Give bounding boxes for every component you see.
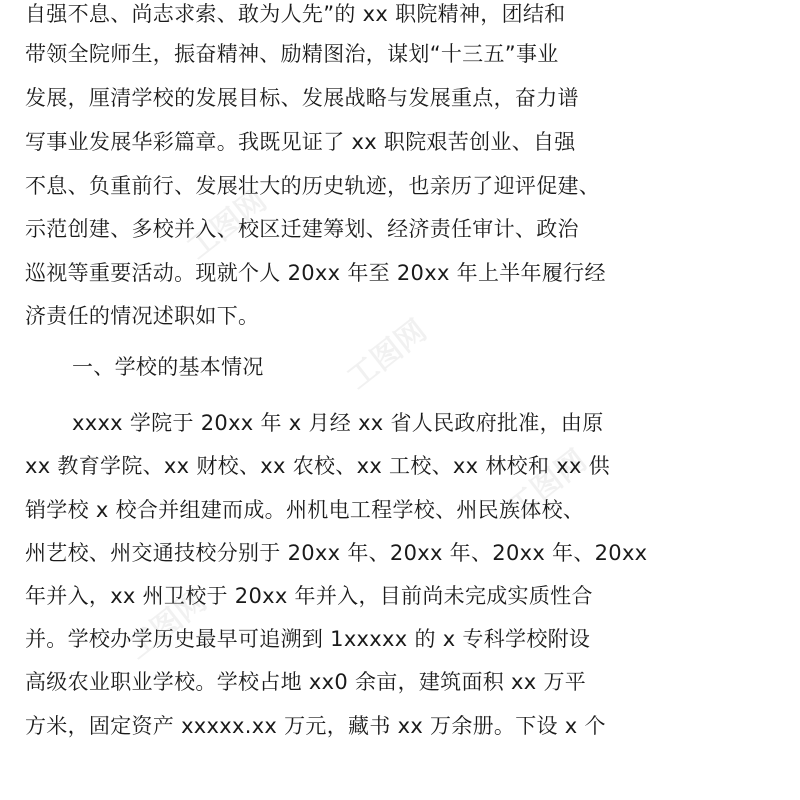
watermark: 工图网 xyxy=(500,443,594,527)
text-line: 不息、负重前行、发展壮大的历史轨迹，也亲历了迎评促建、 xyxy=(25,174,601,198)
text-line: xx 教育学院、xx 财校、xx 农校、xx 工校、xx 林校和 xx 供 xyxy=(25,454,610,478)
text-line: 州艺校、州交通技校分别于 20xx 年、20xx 年、20xx 年、20xx xyxy=(25,541,648,565)
section-heading: 一、学校的基本情况 xyxy=(72,355,264,379)
text-line: 巡视等重要活动。现就个人 20xx 年至 20xx 年上半年履行经 xyxy=(25,261,606,285)
text-line: xxxx 学院于 20xx 年 x 月经 xx 省人民政府批准，由原 xyxy=(72,411,604,435)
text-line: 写事业发展华彩篇章。我既见证了 xx 职院艰苦创业、自强 xyxy=(25,130,576,154)
text-line: 示范创建、多校并入、校区迁建筹划、经济责任审计、政治 xyxy=(25,217,579,241)
watermark: 工图网 xyxy=(340,313,434,397)
watermark: 工图网 xyxy=(120,583,214,667)
text-line: 年并入，xx 州卫校于 20xx 年并入，目前尚未完成实质性合 xyxy=(25,584,593,608)
watermark: 工图网 xyxy=(180,183,274,267)
text-line: 并。学校办学历史最早可追溯到 1xxxxx 的 x 专科学校附设 xyxy=(25,627,591,651)
text-line: 自强不息、尚志求索、敢为人先”的 xx 职院精神，团结和 xyxy=(25,2,566,26)
text-line: 方米，固定资产 xxxxx.xx 万元，藏书 xx 万余册。下设 x 个 xyxy=(25,714,606,738)
text-line: 发展，厘清学校的发展目标、发展战略与发展重点，奋力谱 xyxy=(25,86,579,110)
text-line: 销学校 x 校合并组建而成。州机电工程学校、州民族体校、 xyxy=(25,498,585,522)
text-line: 济责任的情况述职如下。 xyxy=(25,304,260,328)
text-line: 高级农业职业学校。学校占地 xx0 余亩，建筑面积 xx 万平 xyxy=(25,670,587,694)
text-line: 带领全院师生，振奋精神、励精图治，谋划“十三五”事业 xyxy=(25,42,559,66)
